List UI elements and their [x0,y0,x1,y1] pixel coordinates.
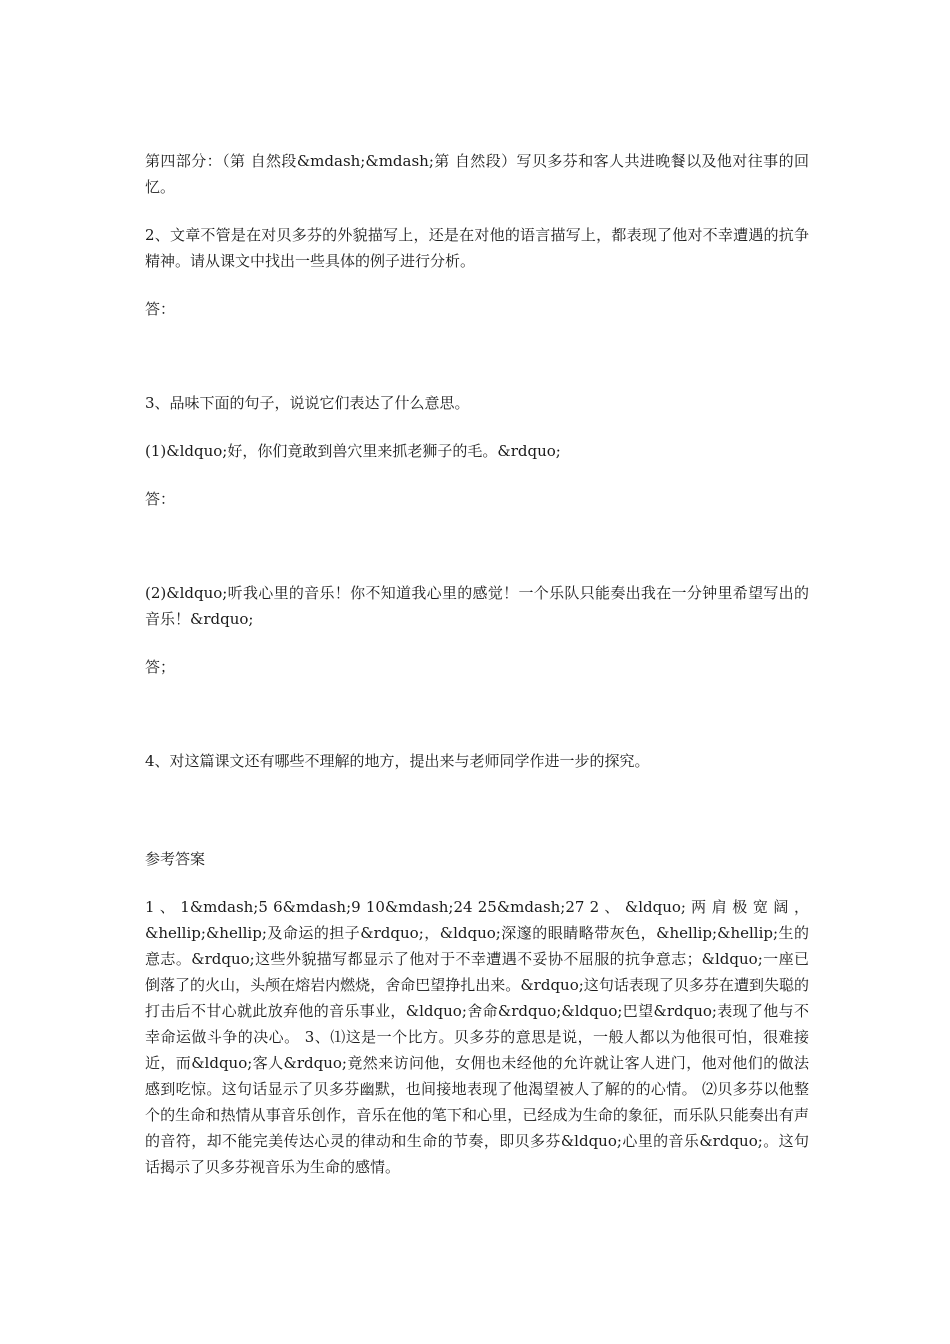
answer-space-q2 [145,322,809,390]
question-2: 2、文章不管是在对贝多芬的外貌描写上，还是在对他的语言描写上，都表现了他对不幸遭遇的抗争精神。请从课文中找出一些具体的例子进行分析。 [145,226,809,270]
reference-answer-title: 参考答案 [145,850,206,868]
spacer [145,274,809,296]
answer-space-q3-1 [145,512,809,580]
spacer [145,872,809,894]
spacer [145,200,809,222]
spacer [145,632,809,654]
spacer [145,464,809,486]
answer-label-q3-2: 答； [145,658,176,676]
answer-label-q2: 答： [145,300,176,318]
question-4: 4、对这篇课文还有哪些不理解的地方，提出来与老师同学作进一步的探究。 [145,752,650,770]
spacer [145,416,809,438]
part4-paragraph: 第四部分：（第 自然段&mdash;&mdash;第 自然段）写贝多芬和客人共进晚餐以及他对往事的回忆。 [145,152,809,196]
question-3-2: (2)&ldquo;听我心里的音乐！你不知道我心里的感觉！一个乐队只能奏出我在一分钟里希望写出的音乐！&rdquo; [145,584,809,628]
reference-answer-body: 1 、 1&mdash;5 6&mdash;9 10&mdash;24 25&mdash;27 2 、 &ldquo; 两 肩 极 宽 阔 ， &hellip;&hellip;及命运的担子&rdquo;，&ldquo;深邃的眼睛略带灰色，&hellip;&hellip;生的意志。&rdquo;这些外貌描写都显示了他对于不幸遭遇不妥协不屈服的抗争意志；&ldquo;一座已倒落了的火山，头颅在熔岩内燃烧，舍命巴望挣扎出来。&rdquo;这句话表现了贝多芬在遭到失聪的打击后不甘心就此放弃他的音乐事业，&ldquo;舍命&rdquo;&ldquo;巴望&rdquo;表现了他与不幸命运做斗争的决心。 3、⑴这是一个比方。贝多芬的意思是说，一般人都以为他很可怕，很难接近，而&ldquo;客人&rdquo;竟然来访问他，女佣也未经他的允许就让客人进门，他对他们的做法感到吃惊。这句话显示了贝多芬幽默，也间接地表现了他渴望被人了解的的心情。 ⑵贝多芬以他整个的生命和热情从事音乐创作，音乐在他的笔下和心里，已经成为生命的象征，而乐队只能奏出有声的音符，却不能完美传达心灵的律动和生命的节奏，即贝多芬&ldquo;心里的音乐&rdquo;。这句话揭示了贝多芬视音乐为生命的感情。 [145,898,809,1176]
answer-label-q3-1: 答： [145,490,176,508]
answer-space-q3-2 [145,680,809,748]
question-3: 3、品味下面的句子，说说它们表达了什么意思。 [145,394,470,412]
question-3-1: (1)&ldquo;好，你们竟敢到兽穴里来抓老狮子的毛。&rdquo; [145,442,561,460]
answer-space-q4 [145,774,809,846]
document-page [145,148,809,1180]
